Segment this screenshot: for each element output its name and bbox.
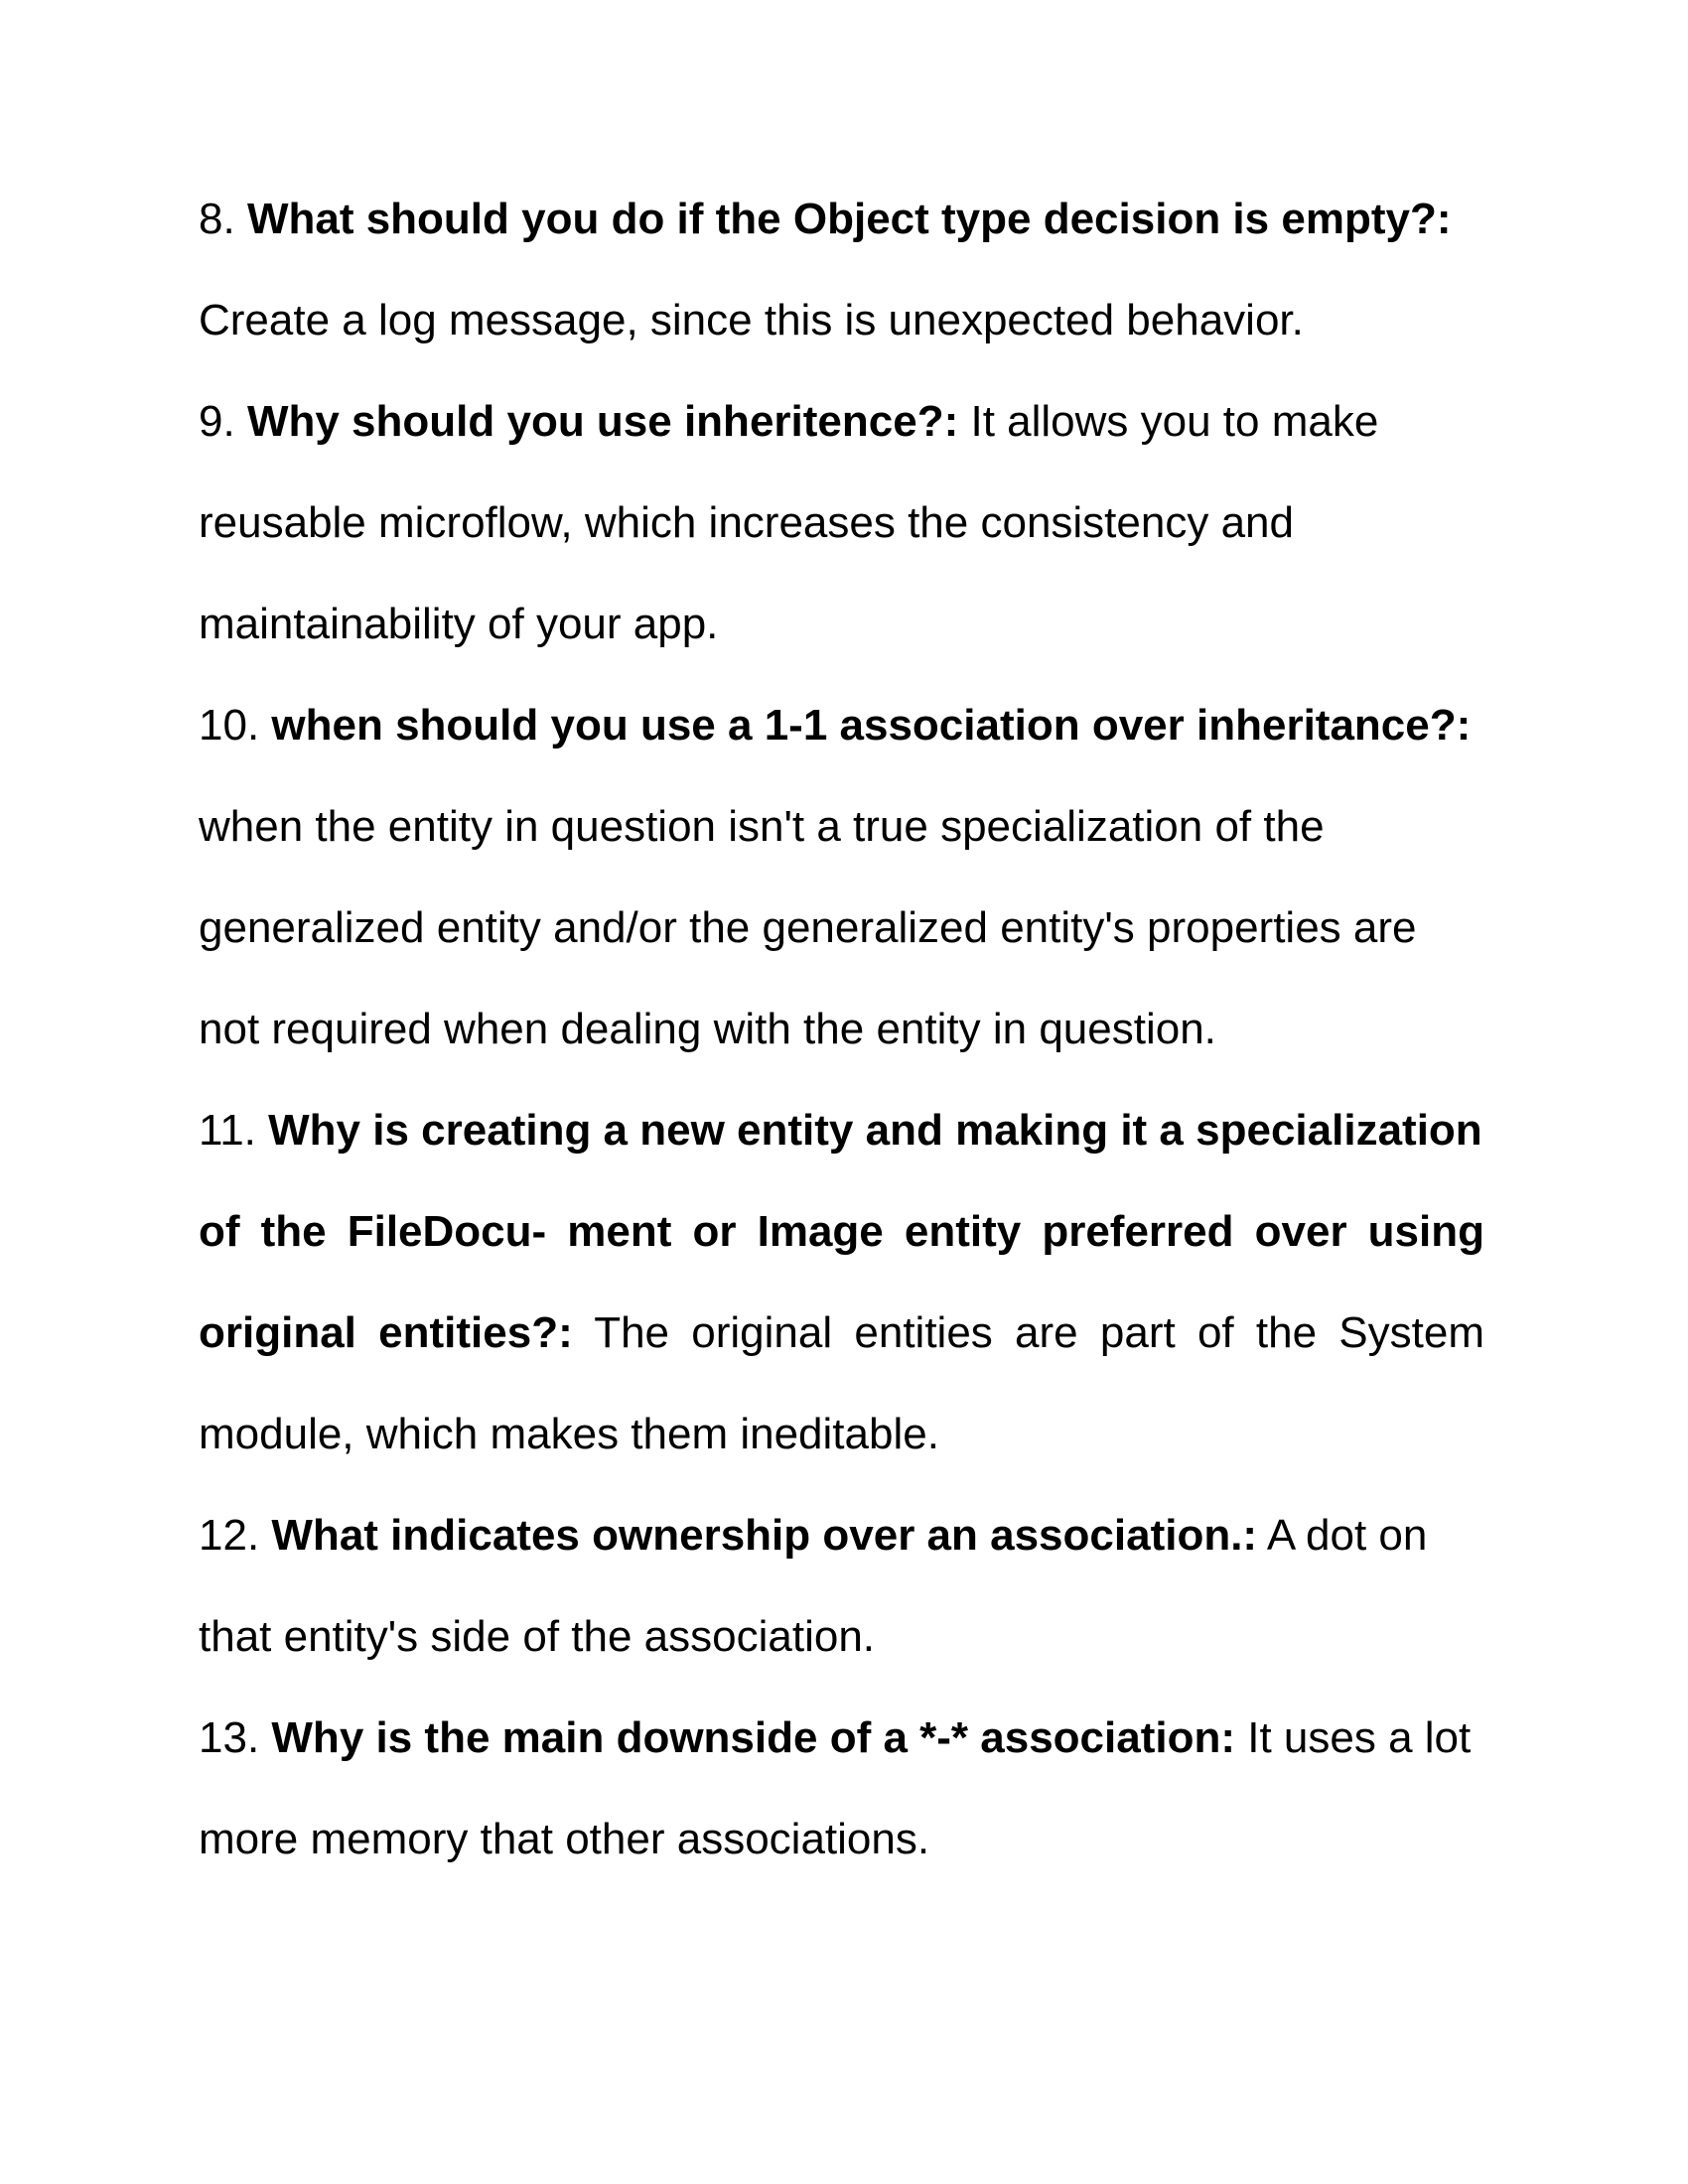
question-text: Why is creating a new entity and making it a specialization	[268, 1106, 1482, 1155]
item-11-question-line	[199, 1096, 1484, 1197]
document-page	[199, 185, 1484, 1906]
answer-line: Create a log message, since this is unexpected behavior.	[199, 296, 1304, 344]
item-9-question-line	[199, 387, 1484, 488]
item-8-question-line	[199, 185, 1484, 286]
item-number: 9.	[199, 397, 235, 446]
answer-line: generalized entity and/or the generalized entity's properties are	[199, 903, 1417, 952]
answer-line: more memory that other associations.	[199, 1815, 930, 1863]
question-text-continued: of the FileDocu- ment or Image entity preferred over using	[199, 1207, 1484, 1256]
item-number: 12.	[199, 1511, 260, 1560]
item-10-question-line	[199, 691, 1484, 792]
question-text: Why should you use inheritence?:	[246, 397, 959, 446]
question-text: when should you use a 1-1 association over inheritance?:	[271, 701, 1472, 750]
answer-line: maintainability of your app.	[199, 600, 719, 648]
question-text: What should you do if the Object type decision is empty?:	[246, 195, 1452, 243]
item-number: 13.	[199, 1713, 260, 1762]
question-text: What indicates ownership over an association.:	[271, 1511, 1258, 1560]
answer-line: not required when dealing with the entity in question.	[199, 1005, 1216, 1053]
answer-text: A dot on	[1266, 1511, 1428, 1560]
question-text-end: original entities?:	[199, 1308, 573, 1357]
question-text: Why is the main downside of a *-* association:	[271, 1713, 1236, 1762]
item-13-question-line	[199, 1704, 1484, 1805]
item-number: 10.	[199, 701, 260, 750]
answer-line: reusable microflow, which increases the consistency and	[199, 498, 1294, 547]
answer-text: The original entities are part of the System	[594, 1308, 1485, 1357]
answer-text: It allows you to make	[970, 397, 1379, 446]
answer-line: that entity's side of the association.	[199, 1612, 876, 1661]
answer-text: It uses a lot	[1247, 1713, 1472, 1762]
answer-line: module, which makes them ineditable.	[199, 1410, 939, 1458]
item-12-question-line	[199, 1501, 1484, 1602]
item-number: 8.	[199, 195, 235, 243]
item-number: 11.	[199, 1106, 256, 1155]
item-11-answer-first-line	[199, 1298, 1484, 1400]
answer-line: when the entity in question isn't a true specialization of the	[199, 802, 1325, 851]
